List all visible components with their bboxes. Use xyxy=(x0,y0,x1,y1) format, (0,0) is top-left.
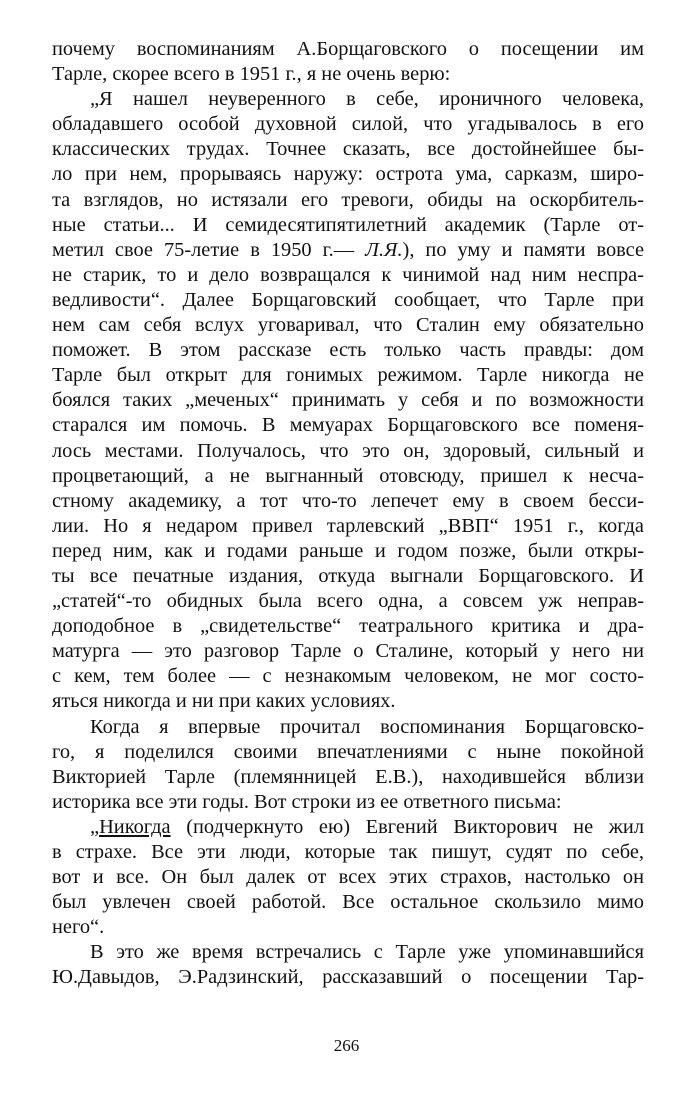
text-line: В это же время встречались с Тарле уже упоминавшийся xyxy=(90,941,644,964)
text-line: вот и все. Он был далек от всех этих страхов, настолько он xyxy=(52,866,644,889)
text-line: „статей“-то обидных была всего одна, а совсем уж неправ- xyxy=(52,590,644,613)
text-line: ты все печатные издания, откуда выгнали Борщаговского. И xyxy=(52,564,644,587)
text-line: го, я поделился своими впечатлениями с ныне покойной xyxy=(52,740,644,763)
text-line: нем сам себя вслух уговаривал, что Сталин ему обязательно xyxy=(52,314,644,337)
text-line: в страхе. Все эти люди, которые так пишут, судят по себе, xyxy=(52,841,644,863)
text-line: Ю.Давыдов, Э.Радзинский, рассказавший о посещении Тар- xyxy=(52,966,644,989)
text-line: доподобное в „свидетельстве“ театрального критика и дра- xyxy=(52,615,644,638)
text-line: поможет. В этом рассказе есть только часть правды: дом xyxy=(52,339,644,362)
text-line: классических трудах. Точнее сказать, все достойнейшее бы- xyxy=(52,138,644,161)
text-line: ло при нем, прорываясь наружу: острота ума, сарказм, широ- xyxy=(52,163,644,186)
text-line: не старик, то и дело возвращался к чинимой над ним неспра- xyxy=(52,263,644,286)
text-fragment: „ xyxy=(90,815,100,838)
text-line: Тарле, скорее всего в 1951 г., я не очень верю: xyxy=(52,63,451,86)
page-number: 266 xyxy=(333,1036,360,1055)
italic-initials: Л.Я. xyxy=(365,238,403,261)
text-line: ные статьи... И семидесятипятилетний академик (Тарле от- xyxy=(52,213,644,236)
page-body xyxy=(52,37,644,991)
text-line: почему воспоминаниям А.Борщаговского о посещении им xyxy=(52,38,644,60)
text-line xyxy=(52,815,644,840)
underlined-word: Никогда xyxy=(99,815,171,838)
text-line: боялся таких „меченых“ принимать у себя и по возможности xyxy=(52,389,644,412)
text-line: яться никогда и ни при каких условиях. xyxy=(52,690,396,713)
text-line: Тарле был открыт для гонимых режимом. Тарле никогда не xyxy=(52,364,644,387)
text-line: лии. Но я недаром привел тарлевский „ВВП“ 1951 г., когда xyxy=(52,514,644,537)
text-line: историка все эти годы. Вот строки из ее ответного письма: xyxy=(52,790,562,813)
text-line: стному академику, а тот что-то лепечет ему в своем бесси- xyxy=(52,489,644,512)
text-line: процветающий, а не выгнанный отовсюду, пришел к несча- xyxy=(52,464,644,487)
text-fragment: (подчеркнуто ею) Евгений Викторович не жил xyxy=(170,815,644,838)
text-line: ведливости“. Далее Борщаговский сообщает, что Тарле при xyxy=(52,288,644,311)
text-line: та взглядов, но истязали его тревоги, обиды на оскорбитель- xyxy=(52,188,644,211)
text-line: был увлечен своей работой. Все остальное скользило мимо xyxy=(52,891,644,914)
text-line: с кем, тем более — с незнакомым человеком, не мог состо- xyxy=(52,665,644,688)
text-line: „Я нашел неуверенного в себе, ироничного человека, xyxy=(90,88,644,111)
text-line: Викторией Тарле (племянницей Е.В.), находившейся вблизи xyxy=(52,765,644,788)
text-fragment: метил свое 75-летие в 1950 г.— xyxy=(52,238,366,261)
text-fragment: ), по уму и памяти вовсе xyxy=(402,238,645,261)
text-line: перед ним, как и годами раньше и годом позже, были откры- xyxy=(52,539,644,562)
text-line: матурга — это разговор Тарле о Сталине, который у него ни xyxy=(52,640,644,663)
text-line: лось местами. Получалось, что это он, здоровый, сильный и xyxy=(52,439,644,462)
text-line xyxy=(52,238,644,263)
text-line: Когда я впервые прочитал воспоминания Борщаговско- xyxy=(90,715,644,738)
text-line: старался им помочь. В мемуарах Борщаговского все поменя- xyxy=(52,414,644,437)
text-line: него“. xyxy=(52,916,105,939)
text-line: обладавшего особой духовной силой, что угадывалось в его xyxy=(52,113,644,136)
